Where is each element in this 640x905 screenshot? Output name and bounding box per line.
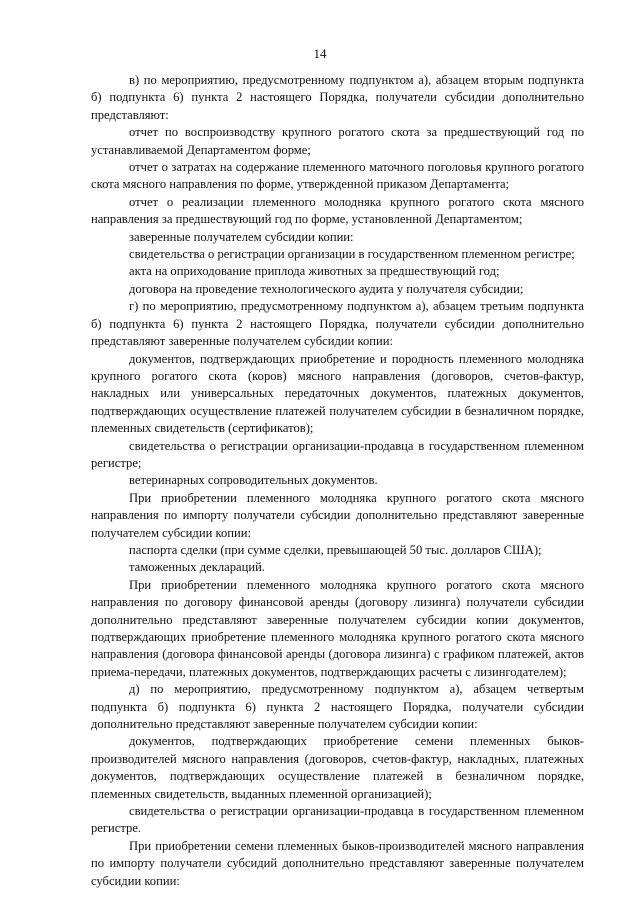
- paragraph: документов, подтверждающих приобретение и породность племенного молодняка крупного рогатого скота (коров) мясного направления (договоров, счетов-фактур, накладных или универсальных передаточных документов, платежных документов, подтверждающих осуществление платежей получателем субсидии в безналичном порядке, племенных свидетельств (сертификатов);: [91, 351, 584, 436]
- paragraph: При приобретении племенного молодняка крупного рогатого скота мясного направления по договору финансовой аренды (договору лизинга) получатели субсидии дополнительно представляют заверенные получателем субсидии копии документов, подтверждающих приобретение племенного молодняка крупного рогатого скота мясного направления (договора финансовой аренды (договора лизинга) с графиком платежей, актов приема-передачи, платежных документов, подтверждающих расчеты с лизингодателем);: [91, 577, 584, 679]
- paragraph: отчет о затратах на содержание племенного маточного поголовья крупного рогатого скота мясного направления по форме, утвержденной приказом Департамента;: [91, 160, 584, 192]
- page-number: 14: [313, 46, 327, 61]
- paragraph: в) по мероприятию, предусмотренному подпунктом а), абзацем вторым подпункта б) подпункта 6) пункта 2 настоящего Порядка, получатели субсидии дополнительно представляют:: [91, 73, 584, 122]
- paragraph: г) по мероприятию, предусмотренному подпунктом а), абзацем третьим подпункта б) подпункта 6) пункта 2 настоящего Порядка, получатели субсидии дополнительно представляют заверенные получателем субсидии копии:: [91, 299, 584, 349]
- paragraph: акта на оприходование приплода животных за предшествующий год;: [129, 264, 500, 279]
- paragraph: При приобретении племенного молодняка крупного рогатого скота мясного направления по импорту получатели субсидии дополнительно представляют заверенные получателем субсидии копии:: [91, 490, 584, 540]
- paragraph: При приобретении семени племенных быков-производителей мясного направления по импорту получатели субсидий дополнительно представляют заверенные получателем субсидии копии:: [91, 838, 584, 888]
- paragraph: паспорта сделки (при сумме сделки, превышающей 50 тыс. долларов США);: [129, 542, 542, 557]
- paragraph: заверенные получателем субсидии копии:: [129, 229, 354, 244]
- paragraph: договора на проведение технологического аудита у получателя субсидии;: [129, 281, 524, 296]
- paragraph: свидетельства о регистрации организации в государственном племенном регистре;: [129, 247, 575, 262]
- paragraph: свидетельства о регистрации организации-продавца в государственном племенном регистре.: [91, 804, 584, 836]
- paragraph: отчет по воспроизводству крупного рогатого скота за предшествующий год по устанавливаемой Департаментом форме;: [91, 125, 584, 157]
- paragraph: таможенных деклараций.: [129, 560, 265, 575]
- paragraph: ветеринарных сопроводительных документов.: [129, 473, 378, 488]
- paragraph: д) по мероприятию, предусмотренному подпунктом а), абзацем четвертым подпункта б) подпункта 6) пункта 2 настоящего Порядка, получатели субсидии дополнительно представляют заверенные получателем субсидии копии:: [91, 682, 584, 732]
- paragraph: отчет о реализации племенного молодняка крупного рогатого скота мясного направления за предшествующий год по форме, установленной Департаментом;: [91, 194, 584, 227]
- paragraph: документов, подтверждающих приобретение семени племенных быков-производителей мясного направления (договоров, счетов-фактур, накладных, платежных документов, подтверждающих осуществление платежей в безналичном порядке, племенных свидетельств, выданных племенной организацией);: [91, 734, 584, 801]
- document-body: [91, 72, 584, 890]
- paragraph: свидетельства о регистрации организации-продавца в государственном племенном регистре;: [91, 438, 584, 470]
